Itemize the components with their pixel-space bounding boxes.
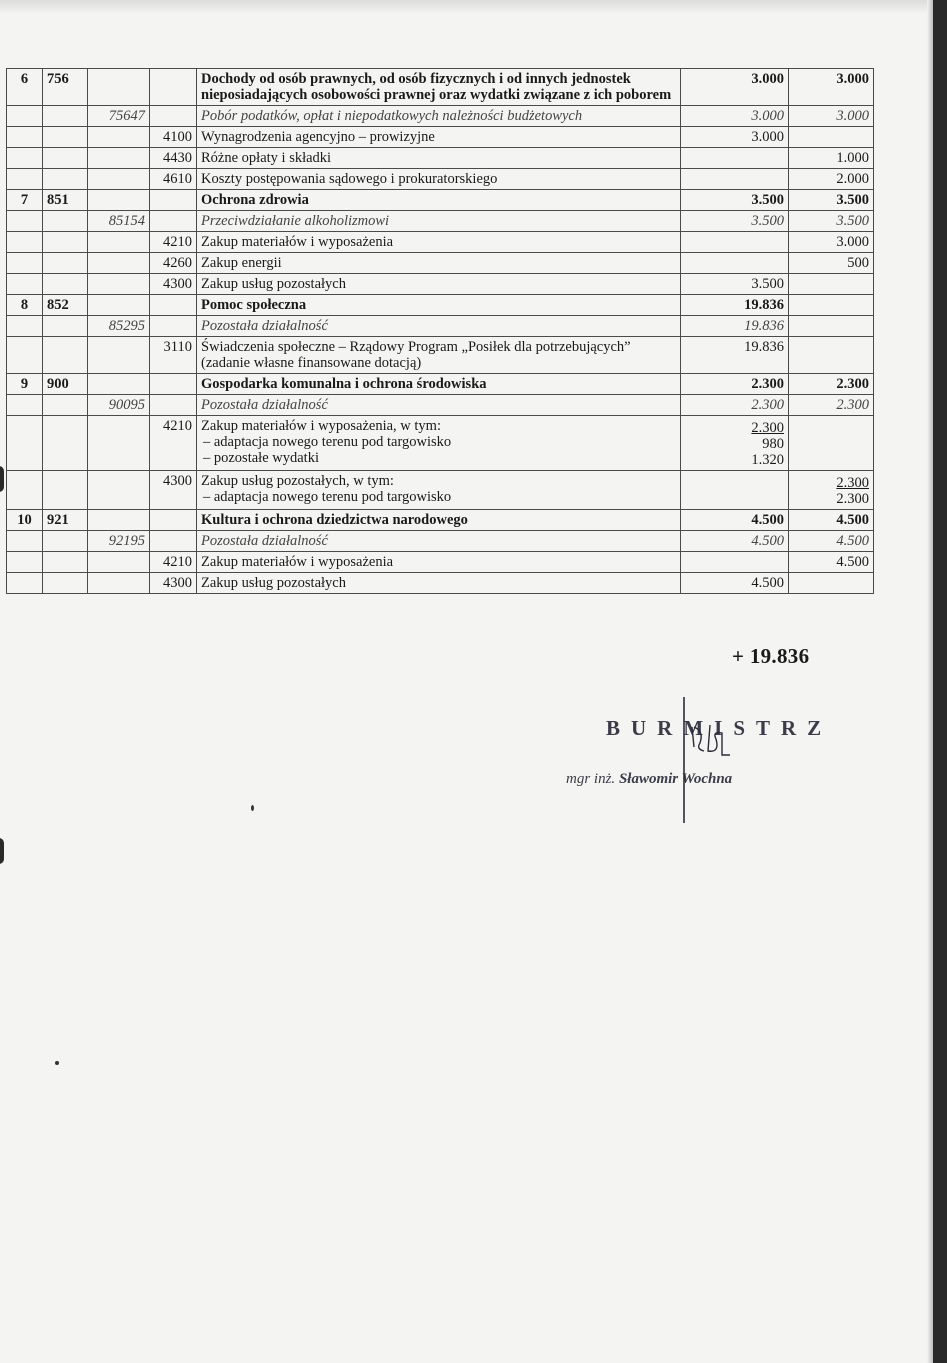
- amount-line: 1.320: [751, 452, 784, 468]
- cell-zwiekszenia: 4.500: [789, 552, 874, 573]
- cell-lp: [7, 395, 43, 416]
- cell-zmniejszenia: 19.836: [681, 316, 789, 337]
- cell-rozdzial: [88, 374, 150, 395]
- cell-description: [197, 471, 681, 510]
- table-row: [7, 211, 874, 232]
- table-row: [7, 190, 874, 211]
- cell-dzial: [43, 106, 88, 127]
- cell-dzial: [43, 316, 88, 337]
- cell-zwiekszenia: 3.000: [789, 232, 874, 253]
- cell-paragraf: [150, 395, 197, 416]
- table-row: [7, 531, 874, 552]
- cell-lp: 7: [7, 190, 43, 211]
- cell-description: [197, 416, 681, 471]
- cell-zmniejszenia: [681, 148, 789, 169]
- cell-zwiekszenia: [789, 127, 874, 148]
- cell-zwiekszenia: [789, 471, 874, 510]
- scan-edge-right: [933, 0, 947, 1363]
- cell-lp: [7, 211, 43, 232]
- cell-paragraf: 4300: [150, 471, 197, 510]
- cell-zwiekszenia: 2.300: [789, 395, 874, 416]
- cell-paragraf: 4210: [150, 416, 197, 471]
- table-row: [7, 416, 874, 471]
- cell-rozdzial: [88, 573, 150, 594]
- amount-line: [685, 475, 784, 491]
- table-row: [7, 573, 874, 594]
- cell-rozdzial: [88, 471, 150, 510]
- cell-rozdzial: [88, 69, 150, 106]
- amount-line: [793, 436, 869, 452]
- cell-zwiekszenia: [789, 416, 874, 471]
- cell-description: Pozostała działalność: [197, 395, 681, 416]
- cell-lp: [7, 573, 43, 594]
- cell-lp: [7, 337, 43, 374]
- table-row: [7, 295, 874, 316]
- cell-description: Świadczenia społeczne – Rządowy Program „Posiłek dla potrzebujących” (zadanie własne finansowane dotacją): [197, 337, 681, 374]
- cell-lp: 6: [7, 69, 43, 106]
- cell-paragraf: 3110: [150, 337, 197, 374]
- cell-zmniejszenia: 4.500: [681, 510, 789, 531]
- cell-description: Kultura i ochrona dziedzictwa narodowego: [197, 510, 681, 531]
- cell-description: Zakup materiałów i wyposażenia: [197, 232, 681, 253]
- description-subitem: – pozostałe wydatki: [203, 450, 319, 466]
- table-row: [7, 471, 874, 510]
- cell-lp: [7, 471, 43, 510]
- cell-description: Zakup usług pozostałych: [197, 573, 681, 594]
- cell-paragraf: [150, 316, 197, 337]
- cell-rozdzial: [88, 416, 150, 471]
- budget-table-body: [7, 69, 874, 594]
- cell-rozdzial: 85154: [88, 211, 150, 232]
- cell-zmniejszenia: 3.500: [681, 274, 789, 295]
- cell-zwiekszenia: [789, 337, 874, 374]
- cell-zmniejszenia: [681, 552, 789, 573]
- budget-table: [6, 68, 874, 594]
- cell-paragraf: [150, 295, 197, 316]
- cell-description: Różne opłaty i składki: [197, 148, 681, 169]
- cell-dzial: 900: [43, 374, 88, 395]
- table-row: [7, 148, 874, 169]
- cell-dzial: [43, 337, 88, 374]
- cell-paragraf: 4210: [150, 552, 197, 573]
- cell-zwiekszenia: 2.000: [789, 169, 874, 190]
- table-row: [7, 69, 874, 106]
- cell-dzial: 756: [43, 69, 88, 106]
- cell-paragraf: [150, 531, 197, 552]
- table-row: [7, 106, 874, 127]
- description-subitem: – adaptacja nowego terenu pod targowisko: [203, 434, 452, 450]
- cell-rozdzial: [88, 253, 150, 274]
- cell-rozdzial: 92195: [88, 531, 150, 552]
- cell-zwiekszenia: 4.500: [789, 510, 874, 531]
- cell-zwiekszenia: [789, 274, 874, 295]
- punch-hole: [0, 838, 4, 864]
- cell-description: Wynagrodzenia agencyjno – prowizyjne: [197, 127, 681, 148]
- cell-dzial: [43, 395, 88, 416]
- cell-zwiekszenia: 3.500: [789, 211, 874, 232]
- scan-edge-top: [0, 0, 947, 14]
- cell-paragraf: [150, 211, 197, 232]
- cell-dzial: [43, 573, 88, 594]
- description-main: Zakup materiałów i wyposażenia, w tym:: [201, 418, 441, 434]
- table-row: [7, 316, 874, 337]
- cell-rozdzial: [88, 552, 150, 573]
- cell-paragraf: 4260: [150, 253, 197, 274]
- cell-zmniejszenia: 19.836: [681, 337, 789, 374]
- cell-lp: [7, 316, 43, 337]
- cell-dzial: [43, 552, 88, 573]
- cell-zwiekszenia: 4.500: [789, 531, 874, 552]
- cell-zwiekszenia: 500: [789, 253, 874, 274]
- cell-dzial: [43, 169, 88, 190]
- cell-dzial: [43, 416, 88, 471]
- cell-paragraf: 4210: [150, 232, 197, 253]
- table-row: [7, 232, 874, 253]
- cell-zmniejszenia: [681, 416, 789, 471]
- cell-description: Zakup materiałów i wyposażenia: [197, 552, 681, 573]
- stamp-title: BURMISTRZ: [606, 716, 833, 740]
- cell-zmniejszenia: 3.500: [681, 190, 789, 211]
- cell-zmniejszenia: 19.836: [681, 295, 789, 316]
- cell-dzial: [43, 148, 88, 169]
- cell-lp: 10: [7, 510, 43, 531]
- stamp-name-text: Sławomir Wochna: [618, 771, 733, 787]
- cell-zmniejszenia: 4.500: [681, 573, 789, 594]
- cell-lp: [7, 253, 43, 274]
- cell-rozdzial: 85295: [88, 316, 150, 337]
- stamp-name-prefix: mgr inż.: [566, 771, 616, 787]
- cell-rozdzial: [88, 148, 150, 169]
- cell-lp: [7, 148, 43, 169]
- cell-rozdzial: [88, 127, 150, 148]
- cell-description: Ochrona zdrowia: [197, 190, 681, 211]
- cell-description: Koszty postępowania sądowego i prokuratorskiego: [197, 169, 681, 190]
- cell-zmniejszenia: [681, 253, 789, 274]
- cell-dzial: [43, 127, 88, 148]
- cell-rozdzial: [88, 190, 150, 211]
- cell-description: Zakup usług pozostałych: [197, 274, 681, 295]
- amount-line: [685, 491, 784, 507]
- cell-rozdzial: [88, 295, 150, 316]
- cell-zwiekszenia: [789, 573, 874, 594]
- cell-description: Pozostała działalność: [197, 316, 681, 337]
- cell-paragraf: 4100: [150, 127, 197, 148]
- amount-line: 2.300: [836, 491, 869, 507]
- description-main: Zakup usług pozostałych, w tym:: [201, 473, 394, 489]
- cell-zmniejszenia: [681, 232, 789, 253]
- cell-lp: [7, 274, 43, 295]
- cell-zmniejszenia: 3.500: [681, 211, 789, 232]
- cell-zwiekszenia: 3.000: [789, 69, 874, 106]
- cell-zmniejszenia: [681, 471, 789, 510]
- cell-rozdzial: 75647: [88, 106, 150, 127]
- cell-lp: 9: [7, 374, 43, 395]
- cell-dzial: 851: [43, 190, 88, 211]
- cell-dzial: [43, 211, 88, 232]
- cell-zwiekszenia: 2.300: [789, 374, 874, 395]
- cell-description: Pomoc społeczna: [197, 295, 681, 316]
- cell-lp: [7, 106, 43, 127]
- cell-zwiekszenia: 3.500: [789, 190, 874, 211]
- amount-line: 2.300: [836, 475, 869, 491]
- cell-paragraf: 4430: [150, 148, 197, 169]
- cell-zmniejszenia: 3.000: [681, 69, 789, 106]
- cell-description: Przeciwdziałanie alkoholizmowi: [197, 211, 681, 232]
- cell-zmniejszenia: 4.500: [681, 531, 789, 552]
- cell-paragraf: 4610: [150, 169, 197, 190]
- table-row: [7, 510, 874, 531]
- scan-speck: [251, 805, 254, 811]
- amount-line: [793, 420, 869, 436]
- cell-lp: 8: [7, 295, 43, 316]
- cell-rozdzial: [88, 232, 150, 253]
- table-row: [7, 274, 874, 295]
- cell-rozdzial: [88, 337, 150, 374]
- table-row: [7, 374, 874, 395]
- cell-zmniejszenia: [681, 169, 789, 190]
- cell-paragraf: [150, 69, 197, 106]
- cell-paragraf: [150, 106, 197, 127]
- cell-lp: [7, 127, 43, 148]
- cell-rozdzial: [88, 169, 150, 190]
- cell-dzial: [43, 274, 88, 295]
- cell-zmniejszenia: 3.000: [681, 106, 789, 127]
- cell-lp: [7, 531, 43, 552]
- description-subitem: – adaptacja nowego terenu pod targowisko: [203, 489, 452, 505]
- cell-dzial: [43, 253, 88, 274]
- cell-rozdzial: 90095: [88, 395, 150, 416]
- table-row: [7, 169, 874, 190]
- cell-paragraf: [150, 510, 197, 531]
- amount-line: 2.300: [751, 420, 784, 436]
- table-row: [7, 552, 874, 573]
- cell-paragraf: [150, 190, 197, 211]
- cell-zmniejszenia: 2.300: [681, 395, 789, 416]
- scan-speck: [55, 1061, 59, 1065]
- cell-description: Pozostała działalność: [197, 531, 681, 552]
- cell-dzial: [43, 531, 88, 552]
- cell-lp: [7, 552, 43, 573]
- cell-zwiekszenia: [789, 295, 874, 316]
- amount-line: [793, 452, 869, 468]
- cell-dzial: [43, 471, 88, 510]
- cell-zwiekszenia: 3.000: [789, 106, 874, 127]
- cell-paragraf: 4300: [150, 274, 197, 295]
- cell-lp: [7, 169, 43, 190]
- cell-description: Dochody od osób prawnych, od osób fizycznych i od innych jednostek nieposiadających osobowości prawnej oraz wydatki związane z ich poborem: [197, 69, 681, 106]
- cell-lp: [7, 232, 43, 253]
- cell-dzial: 921: [43, 510, 88, 531]
- table-row: [7, 337, 874, 374]
- cell-lp: [7, 416, 43, 471]
- cell-dzial: 852: [43, 295, 88, 316]
- punch-hole: [0, 466, 4, 492]
- cell-dzial: [43, 232, 88, 253]
- cell-description: Gospodarka komunalna i ochrona środowiska: [197, 374, 681, 395]
- cell-zwiekszenia: [789, 316, 874, 337]
- table-row: [7, 127, 874, 148]
- handwritten-signature: [670, 695, 750, 825]
- cell-zwiekszenia: 1.000: [789, 148, 874, 169]
- cell-description: Pobór podatków, opłat i niepodatkowych należności budżetowych: [197, 106, 681, 127]
- cell-zmniejszenia: 3.000: [681, 127, 789, 148]
- table-row: [7, 395, 874, 416]
- cell-paragraf: [150, 374, 197, 395]
- cell-zmniejszenia: 2.300: [681, 374, 789, 395]
- cell-rozdzial: [88, 510, 150, 531]
- cell-paragraf: 4300: [150, 573, 197, 594]
- table-row: [7, 253, 874, 274]
- cell-rozdzial: [88, 274, 150, 295]
- total-amount: + 19.836: [732, 644, 810, 668]
- amount-line: 980: [762, 436, 784, 452]
- cell-description: Zakup energii: [197, 253, 681, 274]
